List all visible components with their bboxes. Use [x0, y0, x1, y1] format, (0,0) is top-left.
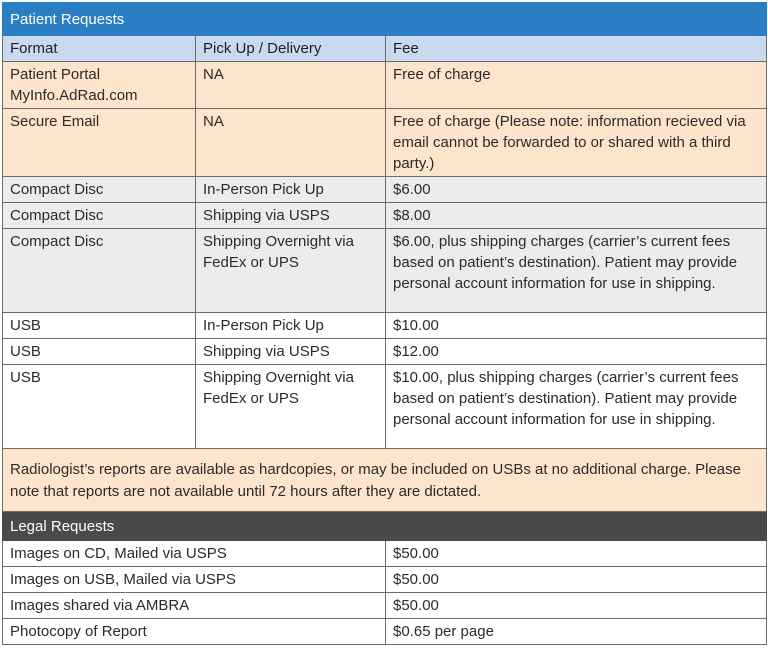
- table-row: [3, 203, 767, 229]
- table-row: [3, 567, 767, 593]
- format-cell: USB: [3, 313, 196, 339]
- table-row: [3, 365, 767, 449]
- delivery-cell: Shipping Overnight via FedEx or UPS: [196, 365, 386, 449]
- table-row: [3, 109, 767, 177]
- delivery-cell: Shipping Overnight via FedEx or UPS: [196, 229, 386, 313]
- delivery-cell: Shipping via USPS: [196, 339, 386, 365]
- delivery-cell: In-Person Pick Up: [196, 177, 386, 203]
- column-header-format: Format: [3, 36, 196, 62]
- table-row: [3, 339, 767, 365]
- patient-requests-title: Patient Requests: [3, 3, 767, 36]
- legal-fee-cell: $50.00: [386, 567, 767, 593]
- fee-cell: $10.00: [386, 313, 767, 339]
- legal-requests-title: Legal Requests: [3, 512, 767, 541]
- legal-item-cell: Photocopy of Report: [3, 619, 386, 645]
- delivery-cell: NA: [196, 62, 386, 109]
- reports-note: Radiologist’s reports are available as hardcopies, or may be included on USBs at no additional charge. Please note that reports are not available until 72 hours after they are dictated.: [3, 449, 767, 512]
- legal-item-cell: Images on USB, Mailed via USPS: [3, 567, 386, 593]
- fee-cell: $10.00, plus shipping charges (carrier’s current fees based on patient’s destination). Patient may provide personal account information for use in shipping.: [386, 365, 767, 449]
- delivery-cell: In-Person Pick Up: [196, 313, 386, 339]
- fee-cell: $6.00, plus shipping charges (carrier’s current fees based on patient’s destination). Patient may provide personal account information for use in shipping.: [386, 229, 767, 313]
- patient-requests-header: [3, 3, 767, 36]
- legal-requests-header: [3, 512, 767, 541]
- legal-fee-cell: $50.00: [386, 593, 767, 619]
- table-row: [3, 593, 767, 619]
- fee-cell: Free of charge (Please note: information recieved via email cannot be forwarded to or shared with a third party.): [386, 109, 767, 177]
- delivery-cell: Shipping via USPS: [196, 203, 386, 229]
- table-row: [3, 313, 767, 339]
- legal-item-cell: Images shared via AMBRA: [3, 593, 386, 619]
- fee-cell: $6.00: [386, 177, 767, 203]
- format-cell: Patient Portal MyInfo.AdRad.com: [3, 62, 196, 109]
- column-header-delivery: Pick Up / Delivery: [196, 36, 386, 62]
- format-cell: Compact Disc: [3, 229, 196, 313]
- reports-note-row: [3, 449, 767, 512]
- legal-item-cell: Images on CD, Mailed via USPS: [3, 541, 386, 567]
- table-row: [3, 541, 767, 567]
- legal-fee-cell: $50.00: [386, 541, 767, 567]
- legal-fee-cell: $0.65 per page: [386, 619, 767, 645]
- format-cell: USB: [3, 365, 196, 449]
- column-header-row: [3, 36, 767, 62]
- delivery-cell: NA: [196, 109, 386, 177]
- table-row: [3, 62, 767, 109]
- column-header-fee: Fee: [386, 36, 767, 62]
- format-cell: Compact Disc: [3, 203, 196, 229]
- fee-table: [2, 2, 767, 645]
- fee-cell: $12.00: [386, 339, 767, 365]
- table-row: [3, 619, 767, 645]
- fee-cell: Free of charge: [386, 62, 767, 109]
- format-cell: Secure Email: [3, 109, 196, 177]
- table-row: [3, 229, 767, 313]
- fee-schedule: [2, 2, 766, 645]
- format-cell: Compact Disc: [3, 177, 196, 203]
- format-cell: USB: [3, 339, 196, 365]
- fee-cell: $8.00: [386, 203, 767, 229]
- table-row: [3, 177, 767, 203]
